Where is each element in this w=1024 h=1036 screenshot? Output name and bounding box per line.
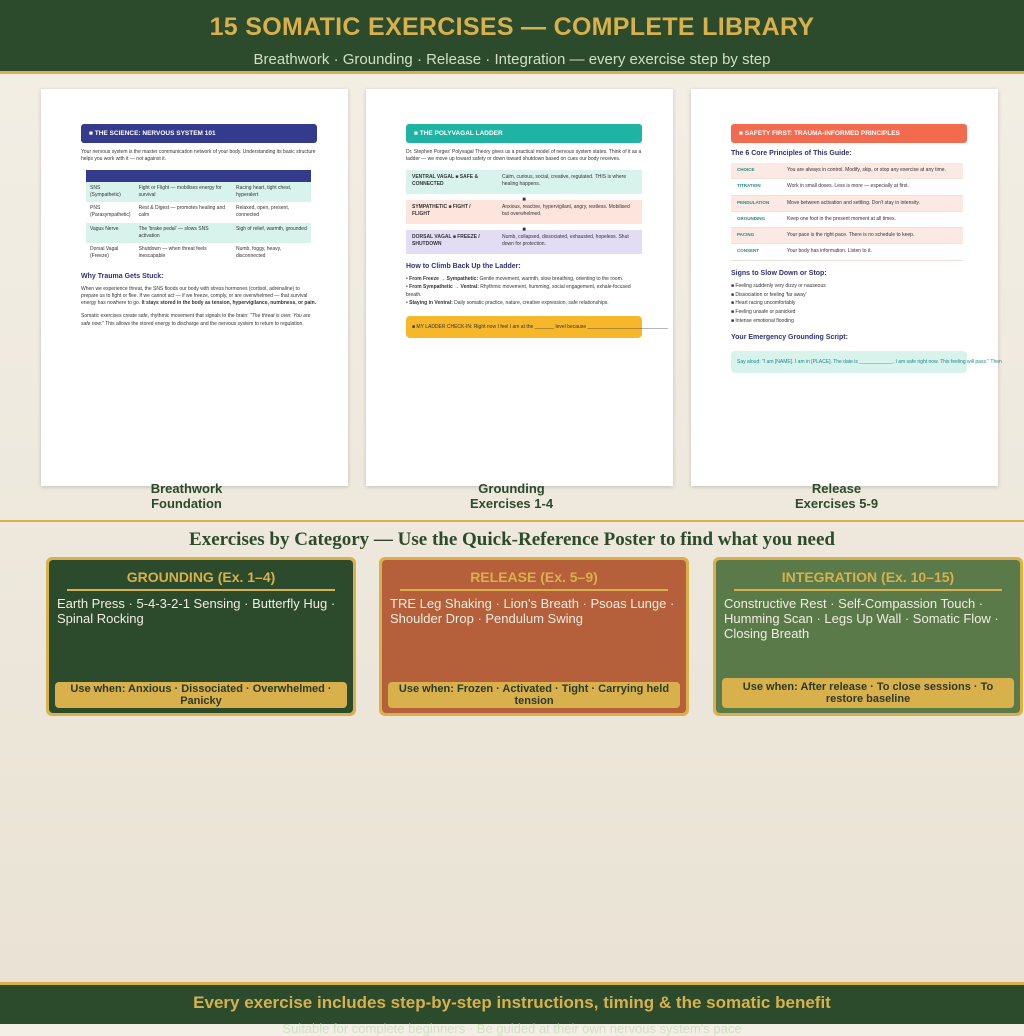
preview-page-safety[interactable] [691, 89, 1002, 486]
ladder-dorsal: DORSAL VAGAL ■ FREEZE / SHUTDOWN Numb, collapsed, dissociated, exhausted, hopeless. Shut down for protection. [406, 230, 642, 254]
table-row: CONSENT Your body has information. Listen to it. [731, 244, 963, 260]
card-exercises: TRE Leg Shaking · Lion's Breath · Psoas Lunge · Shoulder Drop · Pendulum Swing [390, 596, 675, 626]
divider [0, 520, 1024, 522]
section-heading: How to Climb Back Up the Ladder: [406, 262, 521, 270]
list-item: ■ Intense emotional flooding [731, 317, 794, 324]
preview-page-polyvagal[interactable] [366, 89, 673, 486]
header [0, 0, 1024, 74]
page-subtitle: Breathwork · Grounding · Release · Integration — every exercise step by step [253, 51, 771, 68]
body-text: When we experience threat, the SNS floods our body with stress hormones (cortisol, adrenaline) to prepare us to fight or flee. If we cannot act — if we freeze, comply, or are overwhelmed — that survival energy has nowhere to go. It stays stored in the body as tension, hypervigilance, numbness, or pain. [81, 285, 317, 307]
section-heading: Your Emergency Grounding Script: [731, 334, 848, 342]
category-card-release[interactable] [379, 557, 689, 716]
card-title: GROUNDING (Ex. 1–4) [126, 569, 276, 585]
intro-text: Dr. Stephen Porges' Polyvagal Theory gives us a practical model of nervous system states. Think of it as a ladder — we move up toward safety or down toward shutdown based on cues our body receives. [406, 149, 642, 163]
table-row: PNS (Parasympathetic) Rest & Digest — promotes healing and calm Relaxed, open, present, connected [86, 202, 311, 223]
footer [0, 982, 1024, 1036]
table-row: Vagus Nerve The 'brake pedal' — slows SNS activation Sigh of relief, warmth, grounded [86, 223, 311, 244]
footer-title: Every exercise includes step-by-step instructions, timing & the somatic benefit [193, 993, 831, 1012]
list-item: ■ Heart racing uncomfortably [731, 300, 796, 307]
section-heading: Why Trauma Gets Stuck: [81, 272, 164, 280]
page-caption: Release Exercises 5-9 [794, 481, 879, 511]
category-card-integration[interactable] [713, 557, 1023, 716]
list-item: • From Freeze → Sympathetic: Gentle movement, warmth, slow breathing, orienting to the room. [406, 275, 624, 282]
ladder-arrow: ■ [522, 196, 526, 203]
divider [400, 589, 668, 591]
card-exercises: Earth Press · 5-4-3-2-1 Sensing · Butterfly Hug · Spinal Rocking [57, 596, 336, 626]
list-item: ■ Feeling unsafe or panicked [731, 309, 796, 316]
table-row: PENDULATION Move between activation and settling. Don't stay in intensity. [731, 195, 963, 211]
principles-table [731, 163, 963, 261]
preview-page-science[interactable] [41, 89, 348, 486]
footer-subtitle: Suitable for complete beginners · Be guided at their own nervous system's pace [282, 1021, 742, 1036]
list-item: • Staying in Ventral: Daily somatic practice, nature, creative expression, safe relationships. [406, 300, 609, 307]
card-exercises: Constructive Rest · Self-Compassion Touch · Humming Scan · Legs Up Wall · Somatic Flow · Closing Breath [724, 596, 999, 641]
table-row: SNS (Sympathetic) Fight or Flight — mobilises energy for survival Racing heart, tight chest, hyperalert [86, 182, 311, 203]
card-use-when: Use when: Anxious · Dissociated · Overwhelmed · Panicky [55, 682, 347, 708]
card-use-when: Use when: After release · To close sessions · To restore baseline [722, 678, 1014, 708]
ladder-ventral: VENTRAL VAGAL ■ SAFE & CONNECTED Calm, curious, social, creative, regulated. THIS is where healing happens. [406, 170, 642, 194]
section-heading: Signs to Slow Down or Stop: [731, 269, 827, 277]
page-title: 15 SOMATIC EXERCISES — COMPLETE LIBRARY [209, 13, 815, 41]
page-caption: Grounding Exercises 1-4 [469, 481, 554, 511]
grounding-script-box: Say aloud: "I am [NAME]. I am in [PLACE]. The date is ____________. I am safe right now. This feeling will pass." Then [731, 351, 967, 373]
card-use-when: Use when: Frozen · Activated · Tight · Carrying held tension [388, 682, 680, 708]
ladder-arrow: ■ [522, 226, 526, 233]
divider [67, 589, 335, 591]
list-item: • From Sympathetic → Ventral: Rhythmic movement, humming, social engagement, exhale-focused breath. [406, 284, 631, 298]
ladder-sympathetic: SYMPATHETIC ■ FIGHT / FLIGHT Anxious, reactive, hypervigilant, angry, restless. Mobilised but overwhelmed. [406, 200, 642, 224]
table-row: Dorsal Vagal (Freeze) Shutdown — when threat feels inescapable Numb, foggy, heavy, disconnected [86, 243, 311, 264]
section-bar: ■ THE POLYVAGAL LADDER [406, 124, 642, 143]
card-title: RELEASE (Ex. 5–9) [470, 569, 598, 585]
page-caption: Breathwork Foundation [150, 481, 223, 511]
section-bar: ■ THE SCIENCE: NERVOUS SYSTEM 101 [81, 124, 317, 143]
divider [734, 589, 1002, 591]
table-row: PACING Your pace is the right pace. There is no schedule to keep. [731, 228, 963, 244]
ladder-checkin-box: ■ MY LADDER CHECK-IN: Right now I feel I am at the _______ level because _____________________________ [406, 316, 642, 338]
table-row: GROUNDING Keep one foot in the present moment at all times. [731, 211, 963, 227]
section-heading: The 6 Core Principles of This Guide: [731, 150, 852, 157]
list-item: ■ Dissociation or feeling 'far away' [731, 291, 807, 298]
body-text: Somatic exercises create safe, rhythmic movement that signals to the brain: "The threat is over. You are safe now." This allows the stored energy to discharge and the nervous system to return to regulation. [81, 313, 311, 327]
table-row: TITRATION Work in small doses. Less is more — especially at first. [731, 179, 963, 195]
nervous-system-table [86, 170, 311, 264]
intro-text: Your nervous system is the master communication network of your body. Understanding its basic structure helps you work with it — not against it. [81, 149, 316, 163]
table-row: CHOICE You are always in control. Modify, skip, or stop any exercise at any time. [731, 163, 963, 179]
category-card-grounding[interactable] [46, 557, 356, 716]
card-title: INTEGRATION (Ex. 10–15) [781, 569, 955, 585]
list-item: ■ Feeling suddenly very dizzy or nauseous [731, 282, 826, 289]
categories-heading: Exercises by Category — Use the Quick-Reference Poster to find what you need [189, 529, 835, 550]
section-bar: ■ SAFETY FIRST: TRAUMA-INFORMED PRINCIPLES [731, 124, 967, 143]
